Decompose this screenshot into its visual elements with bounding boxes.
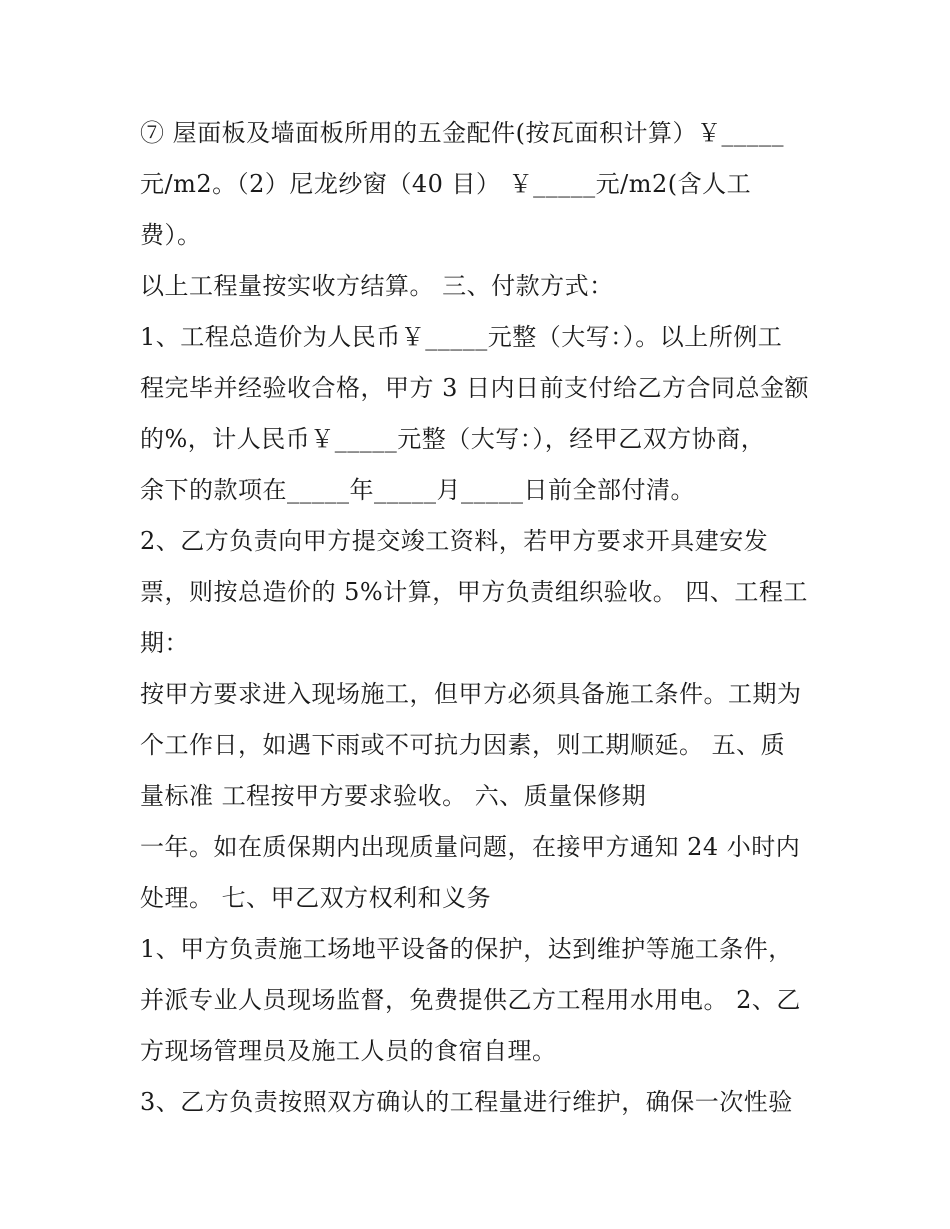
text-line: 程完毕并经验收合格，甲方 3 日内日前支付给乙方合同总金额 — [140, 374, 810, 402]
text-line: 元/m2。（2）尼龙纱窗（40 目） ￥_____元/m2(含人工 — [140, 170, 752, 198]
text-line: 费）。 — [140, 221, 202, 249]
contract-text — [140, 108, 830, 1128]
text-line: 以上工程量按实收方结算。 三、付款方式： — [140, 272, 614, 300]
text-line: 一年。如在质保期内出现质量问题，在接甲方通知 24 小时内 — [140, 833, 801, 861]
text-line: 方现场管理员及施工人员的食宿自理。 — [140, 1037, 557, 1065]
text-line: 量标准 工程按甲方要求验收。 六、质量保修期 — [140, 782, 647, 810]
text-line: 按甲方要求进入现场施工，但甲方必须具备施工条件。工期为 — [140, 680, 802, 708]
text-line: 处理。 七、甲乙双方权利和义务 — [140, 884, 492, 912]
text-line: 3、乙方负责按照双方确认的工程量进行维护，确保一次性验 — [140, 1088, 793, 1116]
text-line: 并派专业人员现场监督，免费提供乙方工程用水用电。 2、乙 — [140, 986, 801, 1014]
text-line: 余下的款项在_____年_____月_____日前全部付清。 — [140, 476, 695, 504]
text-line: 的%，计人民币￥_____元整（大写：），经甲乙双方协商， — [140, 425, 766, 453]
text-line: 2、乙方负责向甲方提交竣工资料，若甲方要求开具建安发 — [140, 527, 769, 555]
text-line: 期： — [140, 629, 189, 657]
text-line: 1、甲方负责施工场地平设备的保护，达到维护等施工条件， — [140, 935, 793, 963]
text-line: 1、工程总造价为人民币￥_____元整（大写：）。以上所例工 — [140, 323, 783, 351]
text-line: 个工作日，如遇下雨或不可抗力因素，则工期顺延。 五、质 — [140, 731, 786, 759]
text-line: ⑦ 屋面板及墙面板所用的五金配件(按瓦面积计算）￥_____ — [140, 119, 784, 147]
text-line: 票，则按总造价的 5%计算，甲方负责组织验收。 四、工程工 — [140, 578, 808, 606]
